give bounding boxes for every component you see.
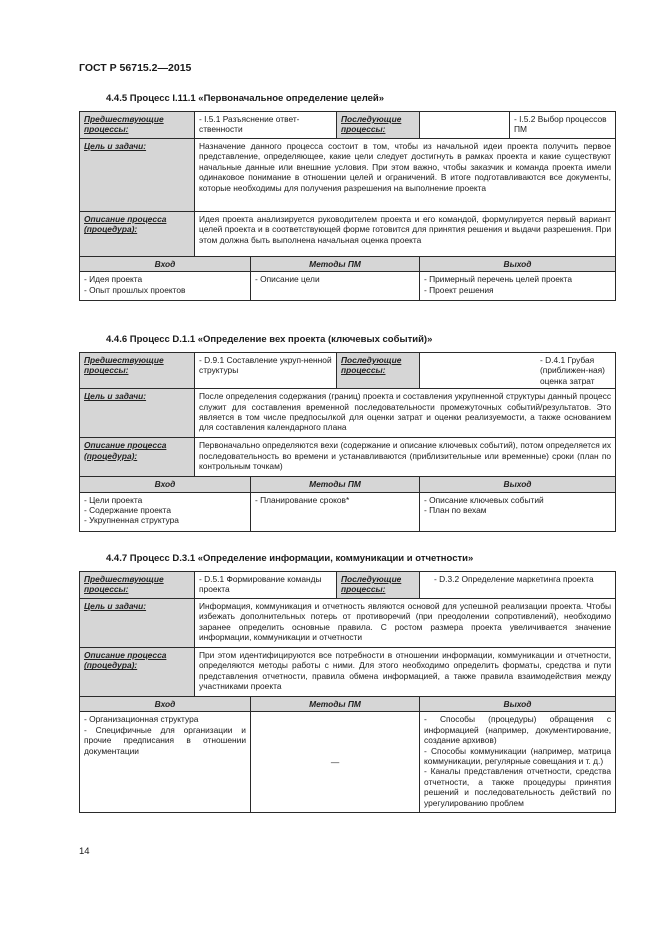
- input-header: Вход: [80, 257, 251, 272]
- input-list: - Цели проекта - Содержание проекта - Укрупненная структура: [80, 492, 251, 531]
- description-text: Идея проекта анализируется руководителем проекта и его командой, формулируется первый вариант целей проекта и в соответствующей форме готовится для принятия решения и выдачи разрешения. При этом должна быть выполнена начальная оценка проекта: [195, 212, 616, 257]
- goals-text: После определения содержания (границ) проекта и составления укрупненной структуры данный процесс служит для составления временной последовательности промежуточных событий/результатов. Это является в том числе предпосылкой для оценки затрат и оценки реализуемости, а также основанием для составления календарного плана: [195, 389, 616, 438]
- description-label: Описание процесса (процедура):: [80, 212, 195, 257]
- process-table: [79, 111, 616, 301]
- page-number: 14: [79, 846, 90, 857]
- methods-list: - Описание цели: [251, 272, 420, 301]
- output-header: Выход: [420, 477, 616, 492]
- input-list: - Организационная структура - Специфичные для организации и прочие предписания в отношении документации: [80, 712, 251, 813]
- predecessor-value: - I.5.1 Разъяснение ответ-ственности: [195, 112, 337, 139]
- methods-header: Методы ПМ: [251, 257, 420, 272]
- description-text: Первоначально определяются вехи (содержание и описание ключевых событий), потом определяется их последовательность во времени и устанавливаются (приблизительные или временные) сроки (план по контрольным точкам): [195, 438, 616, 477]
- description-label: Описание процесса (процедура):: [80, 438, 195, 477]
- predecessor-value: - D.9.1 Составление укруп-ненной структуры: [195, 353, 337, 389]
- predecessor-value: - D.5.1 Формирование команды проекта: [195, 572, 337, 599]
- methods-header: Методы ПМ: [251, 477, 420, 492]
- output-list: - Примерный перечень целей проекта - Проект решения: [420, 272, 616, 301]
- output-list: - Описание ключевых событий - План по вехам: [420, 492, 616, 531]
- goals-text: Назначение данного процесса состоит в том, чтобы из начальной идеи проекта получить первое представление, определяющее, какие цели следует достигнуть в рамках проекта и какие существуют начальные данные или внешние условия. При этом важно, чтобы заказчик и команда проекта имели одинаковое понимание в отношении целей и ограничений. В итоге подготавливаются все документы, которые необходимы для получения разрешения на выполнение проекта: [195, 139, 616, 212]
- section-title: 4.4.7 Процесс D.3.1 «Определение информации, коммуникации и отчетности»: [106, 553, 474, 564]
- successor-label: Последующие процессы:: [337, 112, 420, 139]
- goals-label: Цель и задачи:: [80, 389, 195, 438]
- document-code: ГОСТ Р 56715.2—2015: [79, 62, 192, 74]
- predecessor-label: Предшествующие процессы:: [80, 112, 195, 139]
- section-title: 4.4.5 Процесс I.11.1 «Первоначальное определение целей»: [106, 93, 385, 104]
- process-table: [79, 352, 616, 532]
- methods-list: - Планирование сроков*: [251, 492, 420, 531]
- successor-value: [420, 112, 510, 139]
- process-table: [79, 571, 616, 813]
- output-header: Выход: [420, 257, 616, 272]
- successor-label: Последующие процессы:: [337, 353, 420, 389]
- input-header: Вход: [80, 697, 251, 712]
- successor-value: - D.3.2 Определение маркетинга проекта: [420, 572, 616, 599]
- output-header: Выход: [420, 697, 616, 712]
- section-title: 4.4.6 Процесс D.1.1 «Определение вех проекта (ключевых событий)»: [106, 334, 433, 345]
- description-text: При этом идентифицируются все потребности в отношении информации, коммуникации и отчетности, определяются методы работы с ними. Для этого необходимо определить форматы, средства и пути представления отчетности, правила обмена информацией, а также правила взаимодействия между участниками проекта: [195, 648, 616, 697]
- input-list: - Идея проекта - Опыт прошлых проектов: [80, 272, 251, 301]
- description-label: Описание процесса (процедура):: [80, 648, 195, 697]
- methods-list: —: [251, 712, 420, 813]
- input-header: Вход: [80, 477, 251, 492]
- goals-label: Цель и задачи:: [80, 599, 195, 648]
- output-list: - Способы (процедуры) обращения с информацией (например, документирование, создание архивов) - Способы коммуникации (например, матрица коммуникации, регулярные совещания и т. д.) - Каналы представления отчетности, средства отчетности, а также процедуры принятия решений и последовательность действий по урегулированию проблем: [420, 712, 616, 813]
- predecessor-label: Предшествующие процессы:: [80, 353, 195, 389]
- successor-value: - I.5.2 Выбор процессов ПМ: [510, 112, 616, 139]
- successor-value: - D.4.1 Грубая (приближен-ная) оценка затрат: [420, 353, 616, 389]
- goals-text: Информация, коммуникация и отчетность являются основой для успешной реализации проекта. Чтобы избежать дополнительных потерь от противоречий (при преодолении сопротивлений), необходимо заранее определить основные правила. С ростом размера проекта увеличивается значение информации, коммуникации и отчетности: [195, 599, 616, 648]
- methods-header: Методы ПМ: [251, 697, 420, 712]
- predecessor-label: Предшествующие процессы:: [80, 572, 195, 599]
- goals-label: Цель и задачи:: [80, 139, 195, 212]
- successor-label: Последующие процессы:: [337, 572, 420, 599]
